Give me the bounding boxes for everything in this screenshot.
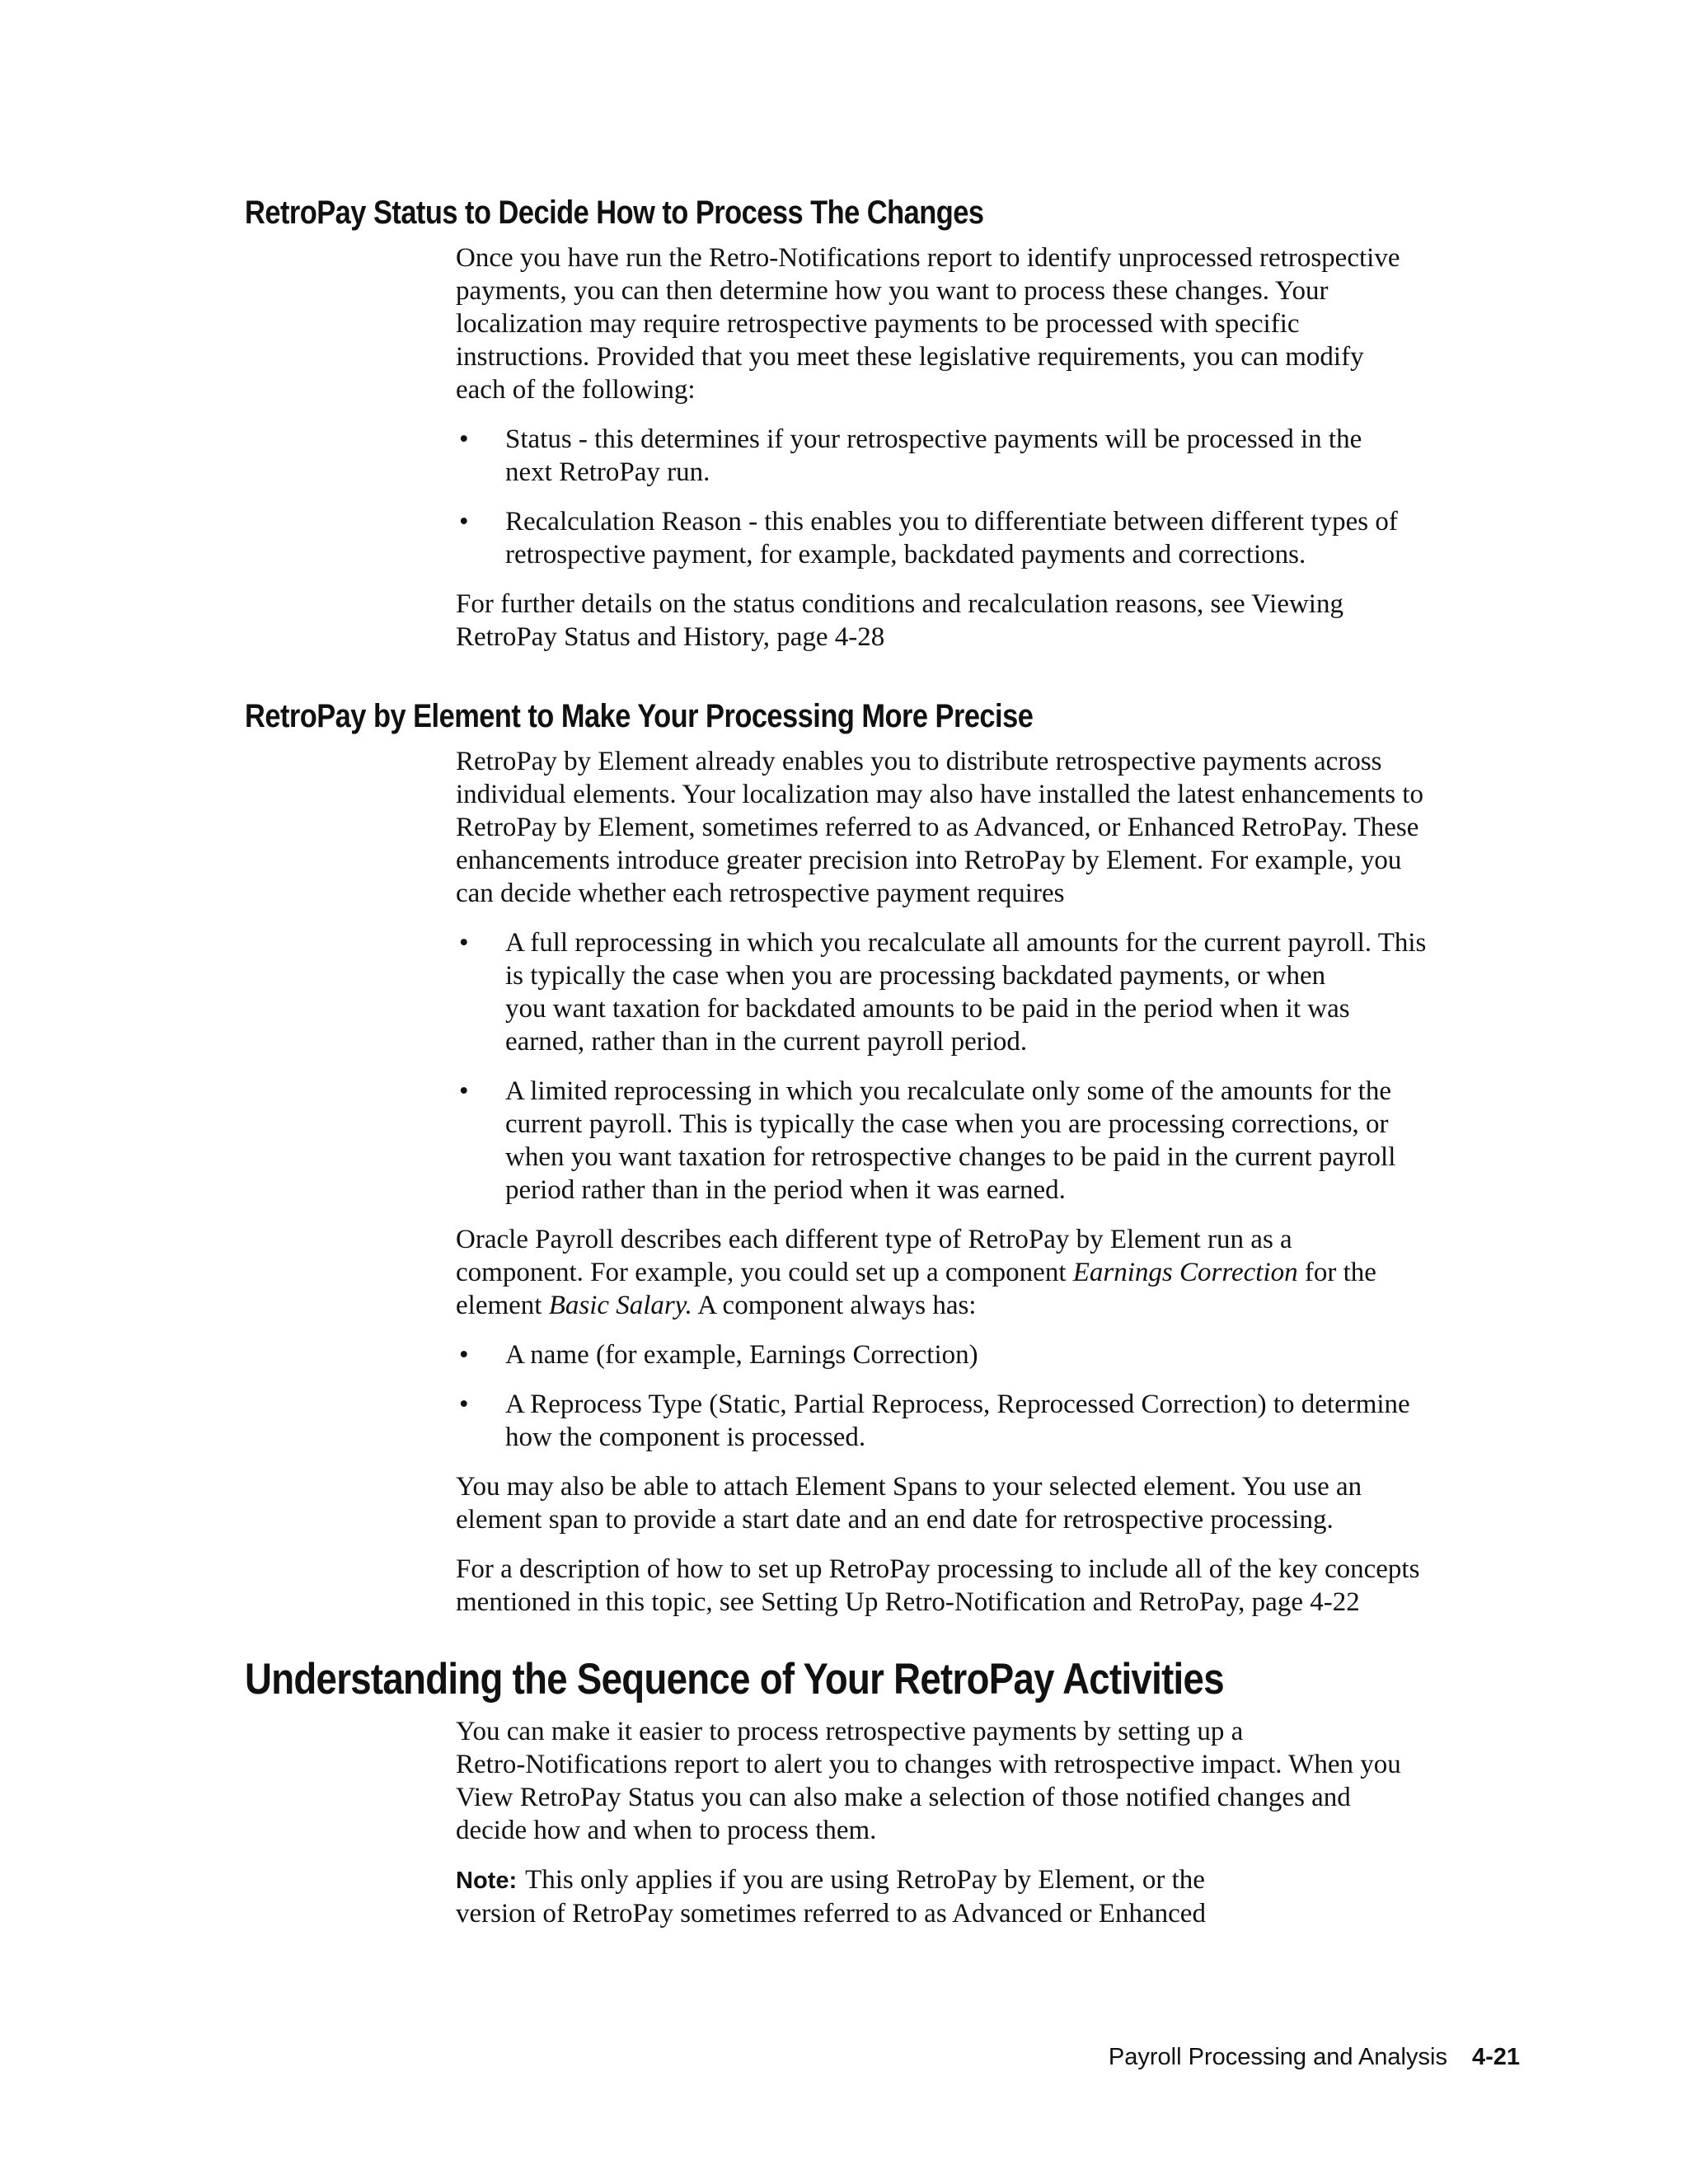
text-line: View RetroPay Status you can also make a selection of those notified changes and [456, 1783, 1351, 1812]
paragraph-intro [456, 1715, 1527, 1847]
bullet-icon: • [459, 507, 469, 537]
term-earnings-correction: Earnings Correction [1072, 1258, 1298, 1287]
section-heading-retropay-by-element: RetroPay by Element to Make Your Processing More Precise [245, 698, 1034, 734]
section-body-retropay-status [456, 241, 1527, 654]
text-line: RetroPay Status and History, page 4-28 [456, 622, 885, 652]
page-footer [1109, 2042, 1520, 2072]
text-line: element span to provide a start date and an end date for retrospective processing. [456, 1505, 1334, 1535]
text-run: element [456, 1291, 549, 1320]
bullet-icon: • [459, 928, 469, 958]
text-line: how the component is processed. [505, 1422, 866, 1452]
text-line: version of RetroPay sometimes referred to as Advanced or Enhanced [456, 1899, 1206, 1929]
text-line: You may also be able to attach Element Spans to your selected element. You use an [456, 1472, 1362, 1502]
bullet-icon: • [459, 1390, 469, 1419]
text-run: A component always has: [692, 1291, 977, 1320]
text-line: each of the following: [456, 375, 696, 405]
text-run: component. For example, you could set up a component [456, 1258, 1073, 1287]
text-line: A limited reprocessing in which you recalculate only some of the amounts for the [505, 1076, 1391, 1106]
paragraph-intro [456, 745, 1527, 910]
list-item [456, 423, 1527, 489]
text-line: RetroPay by Element, sometimes referred to as Advanced, or Enhanced RetroPay. These [456, 813, 1419, 842]
bullet-icon: • [459, 1340, 469, 1370]
bullet-list [456, 926, 1527, 1207]
text-line: next RetroPay run. [505, 457, 710, 487]
text-line: For a description of how to set up RetroPay processing to include all of the key concepts [456, 1554, 1420, 1584]
term-basic-salary: Basic Salary. [548, 1291, 692, 1320]
list-item [456, 1388, 1527, 1454]
text-line: You can make it easier to process retrospective payments by setting up a [456, 1717, 1244, 1746]
text-line [456, 1256, 1527, 1289]
section-body-retropay-by-element [456, 745, 1527, 1619]
bullet-icon: • [459, 1076, 469, 1106]
text-line: Retro-Notifications report to alert you to changes with retrospective impact. When you [456, 1750, 1401, 1779]
text-line: when you want taxation for retrospective changes to be paid in the current payroll [505, 1142, 1396, 1172]
text-line: payments, you can then determine how you want to process these changes. Your [456, 276, 1329, 306]
paragraph-setup-reference [456, 1553, 1527, 1619]
paragraph-component [456, 1223, 1527, 1322]
text-line: Once you have run the Retro-Notifications report to identify unprocessed retrospective [456, 243, 1400, 273]
page-number: 4-21 [1471, 2044, 1520, 2070]
text-line: current payroll. This is typically the case when you are processing corrections, or [505, 1109, 1389, 1139]
text-line: Recalculation Reason - this enables you to differentiate between different types of [505, 507, 1398, 537]
text-line: For further details on the status conditions and recalculation reasons, see Viewing [456, 589, 1343, 619]
text-line: earned, rather than in the current payroll period. [505, 1027, 1028, 1057]
text-line [456, 1863, 1527, 1897]
text-line: decide how and when to process them. [456, 1816, 877, 1845]
text-run: for the [1297, 1258, 1376, 1287]
bullet-icon: • [459, 424, 469, 454]
text-line: Oracle Payroll describes each different type of RetroPay by Element run as a [456, 1225, 1292, 1254]
paragraph-element-spans [456, 1470, 1527, 1536]
section-heading-sequence: Understanding the Sequence of Your RetroPay Activities [245, 1655, 1224, 1704]
footer-title: Payroll Processing and Analysis [1108, 2044, 1447, 2070]
text-line: mentioned in this topic, see Setting Up Retro-Notification and RetroPay, page 4-22 [456, 1587, 1360, 1617]
text-line: retrospective payment, for example, backdated payments and corrections. [505, 540, 1306, 569]
text-line: you want taxation for backdated amounts to be paid in the period when it was [505, 994, 1350, 1024]
note-block [456, 1863, 1527, 1930]
text-line: is typically the case when you are processing backdated payments, or when [505, 961, 1326, 991]
text-line: individual elements. Your localization may also have installed the latest enhancements to [456, 780, 1423, 809]
text-line: can decide whether each retrospective payment requires [456, 879, 1065, 908]
text-line: RetroPay by Element already enables you to distribute retrospective payments across [456, 747, 1382, 776]
note-text: This only applies if you are using RetroPay by Element, or the [525, 1865, 1205, 1895]
paragraph-further-details [456, 588, 1527, 654]
list-item [456, 505, 1527, 571]
list-item [456, 1338, 1527, 1371]
text-line: A full reprocessing in which you recalculate all amounts for the current payroll. This [505, 928, 1427, 958]
text-line: enhancements introduce greater precision into RetroPay by Element. For example, you [456, 846, 1402, 875]
text-line: A name (for example, Earnings Correction) [505, 1340, 978, 1370]
paragraph-intro [456, 241, 1527, 406]
note-label: Note: [456, 1868, 518, 1894]
text-line: localization may require retrospective payments to be processed with specific [456, 309, 1300, 339]
text-line: period rather than in the period when it was earned. [505, 1175, 1066, 1205]
text-line: instructions. Provided that you meet these legislative requirements, you can modify [456, 342, 1364, 372]
text-line: A Reprocess Type (Static, Partial Reprocess, Reprocessed Correction) to determine [505, 1390, 1410, 1419]
section-heading-retropay-status: RetroPay Status to Decide How to Process The Changes [245, 194, 984, 231]
text-line: Status - this determines if your retrospective payments will be processed in the [505, 424, 1362, 454]
text-line [456, 1289, 1527, 1322]
list-item [456, 926, 1527, 1058]
bullet-list [456, 423, 1527, 571]
list-item [456, 1075, 1527, 1207]
bullet-list [456, 1338, 1527, 1454]
section-body-sequence [456, 1715, 1527, 1930]
